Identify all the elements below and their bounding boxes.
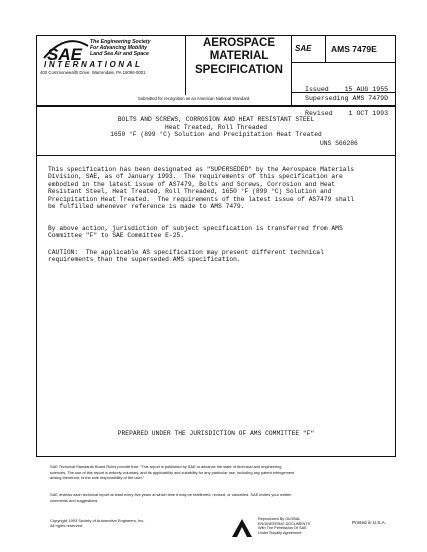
footer-policy-2: SAE reviews each technical report at least every five years at which time it may be reaffirmed, revised, or cancelled. SAE invites your written comments and suggestions.: [50, 492, 292, 503]
global-logo-icon: [230, 516, 254, 540]
submitted-note: Submitted for recognition as an American National Standard: [138, 96, 250, 101]
reproduced-by-note: Reproduced By GLOBAL ENGINEERING DOCUMENTS With The Permission Of SAE Under Royalty Agreement: [258, 517, 311, 536]
issued-label: Issued: [305, 86, 329, 93]
body-paragraph-1: This specification has been designated as "SUPERSEDED" by the Aerospace Materials Division, SAE, as of January 1993. The requirements of this specification are embodied in the latest issue of AS7479, Bolts and Screws, Corrosion and Heat Resistant Steel, Heat Treated, Roll Threaded, 1650 °F (899 °C) Solution and Precipitation Heat Treated. The requirements of the latest issue of AS7479 shall be fulfilled whenever reference is made to AMS 7479.: [48, 166, 355, 211]
document-title: [38, 116, 394, 139]
footer-copyright: Copyright 1993 Society of Automotive Engineers, Inc. All rights reserved.: [50, 518, 145, 529]
revised-label: Revised: [305, 110, 333, 117]
footer-policy-1: SAE Technical Standards Board Rules provide that: "This report is published by SAE to advance the state of technical and engineering sciences. The use of this report is entirely voluntary, and its applicability and suitability for any particular use, including any patent infringement arising therefrom, is the sole responsibility of the user.": [50, 464, 295, 481]
body-paragraph-3: CAUTION: The applicable AS specification may present different technical requirements than the superseded AMS specification.: [48, 249, 324, 264]
spec-number: AMS 7479E: [331, 44, 377, 54]
sae-logo-text: SAE: [47, 45, 82, 64]
header-divider-2: [291, 35, 292, 105]
document-title-line-2: Heat Treated, Roll Threaded: [164, 123, 268, 131]
prepared-under-note: PREPARED UNDER THE JURISDICTION OF AMS COMMITTEE "F": [117, 430, 315, 437]
uns-designation: UNS S66286: [320, 140, 358, 147]
sae-logo: [42, 38, 182, 74]
sae-tagline: The Engineering Society For Advancing Mobility Land Sea Air and Space: [90, 39, 151, 57]
document-title-line-3: 1650 °F (899 °C) Solution and Precipitation Heat Treated: [110, 131, 322, 139]
header-rule-spec: [291, 62, 396, 63]
document-title-line-1: BOLTS AND SCREWS, CORROSION AND HEAT RESISTANT STEEL: [117, 116, 315, 123]
header-divider-1: [185, 35, 186, 95]
sae-mark: SAE: [295, 44, 312, 53]
revised-date: 1 OCT 1993: [348, 110, 389, 117]
superseding-note: Superseding AMS 7479D: [305, 95, 389, 102]
printed-in-note: Printed in U.S.A.: [352, 520, 386, 525]
sae-address: 400 Commonwealth Drive, Warrendale, PA 15096-0001: [40, 70, 146, 75]
header-divider-3: [325, 35, 326, 63]
issued-date: 15 AUG 1955: [344, 86, 389, 93]
sae-international: INTERNATIONAL: [44, 60, 143, 69]
title-bottom-rule: [36, 155, 396, 156]
spec-type-title: AEROSPACE MATERIAL SPECIFICATION: [195, 37, 283, 76]
body-paragraph-2: By above action, jurisdiction of subject specification is transferred from AMS Committee "F" to SAE Committee E-25.: [48, 225, 343, 240]
